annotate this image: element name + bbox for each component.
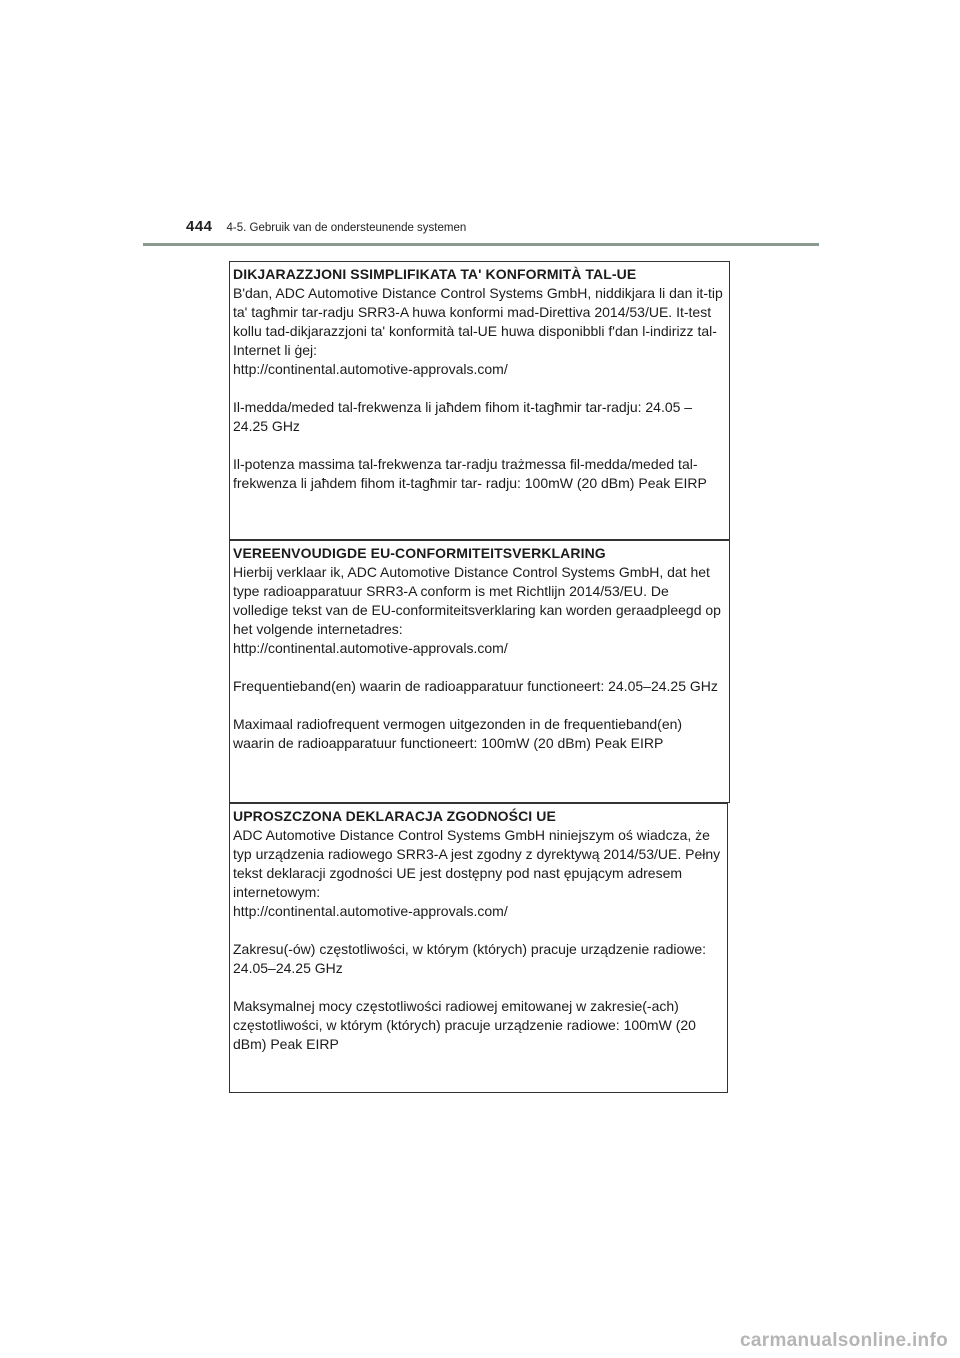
declaration-box-maltese: [229, 261, 730, 540]
watermark: carmanualsonline.info: [740, 1330, 948, 1351]
declaration-frequency: Zakresu(-ów) częstotliwości, w którym (których) pracuje urządzenie radiowe: 24.05–24.25 GHz: [233, 941, 707, 976]
declaration-body: ADC Automotive Distance Control Systems GmbH niniejszym oś wiadcza, że typ urządzenia radiowego SRR3-A jest zgodny z dyrektywą 2014/53/UE. Pełny tekst deklaracji zgodności UE jest dostępny pod nast ępującym adresem internetowym:: [233, 827, 721, 900]
declaration-box-dutch: [229, 540, 730, 803]
declaration-power: Maksymalnej mocy częstotliwości radiowej emitowanej w zakresie(-ach) częstotliwości, w którym (których) pracuje urządzenie radiowe: 100mW (20 dBm) Peak EIRP: [233, 998, 696, 1052]
declaration-heading: DIKJARAZZJONI SSIMPLIFIKATA TA' KONFORMITÀ TAL-UE: [233, 266, 637, 282]
declaration-heading: VEREENVOUDIGDE EU-CONFORMITEITSVERKLARING: [233, 545, 606, 561]
declaration-power: Il-potenza massima tal-frekwenza tar-radju trażmessa fil-medda/meded tal-frekwenza li jaħdem fihom it-tagħmir tar- radju: 100mW (20 dBm) Peak EIRP: [233, 456, 707, 491]
page-number: 444: [186, 218, 213, 235]
header-divider: [143, 243, 819, 246]
section-title: 4-5. Gebruik van de ondersteunende systemen: [226, 222, 467, 234]
declaration-url: http://continental.automotive-approvals.com/: [233, 361, 508, 377]
declaration-box-polish: [229, 803, 728, 1093]
declaration-frequency: Il-medda/meded tal-frekwenza li jaħdem fihom it-tagħmir tar-radju: 24.05 –24.25 GHz: [233, 399, 693, 434]
declaration-url: http://continental.automotive-approvals.com/: [233, 903, 508, 919]
declaration-frequency: Frequentieband(en) waarin de radioapparatuur functioneert: 24.05–24.25 GHz: [233, 678, 718, 694]
page-header: [186, 218, 466, 244]
declaration-heading: UPROSZCZONA DEKLARACJA ZGODNOŚCI UE: [233, 808, 556, 824]
declaration-url: http://continental.automotive-approvals.com/: [233, 640, 508, 656]
declaration-body: Hierbij verklaar ik, ADC Automotive Distance Control Systems GmbH, dat het type radioapparatuur SRR3-A conform is met Richtlijn 2014/53/EU. De volledige tekst van de EU-conformiteitsverklaring kan worden geraadpleegd op het volgende internetadres:: [233, 564, 721, 637]
declaration-body: B'dan, ADC Automotive Distance Control Systems GmbH, niddikjara li dan it-tip ta' tagħmir tar-radju SRR3-A huwa konformi mad-Direttiva 2014/53/UE. It-test kollu tad-dikjarazzjoni ta' konformità tal-UE huwa disponibbli f'dan l-indirizz tal-Internet li ġej:: [233, 285, 723, 358]
declaration-power: Maximaal radiofrequent vermogen uitgezonden in de frequentieband(en) waarin de radioapparatuur functioneert: 100mW (20 dBm) Peak EIRP: [233, 716, 683, 751]
